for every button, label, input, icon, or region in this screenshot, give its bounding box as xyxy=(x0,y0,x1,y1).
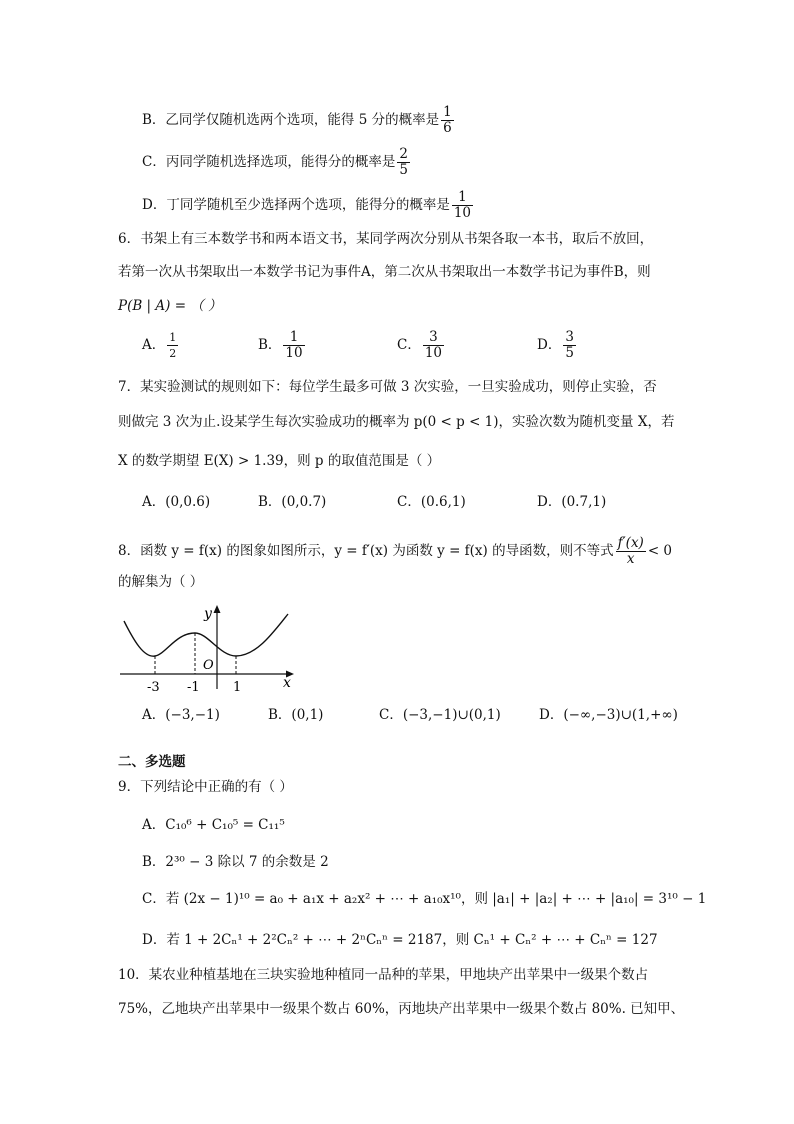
tick-label-minus1: -1 xyxy=(187,680,200,693)
y-axis-label: y xyxy=(204,606,212,622)
q5-option-b: B．乙同学仅随机选两个选项，能得 5 分的概率是 $\frac{1}{6}$ xyxy=(142,104,452,136)
q5-c-fraction: $\frac{2}{5}$ xyxy=(399,146,408,178)
q8-line2: 的解集为（ ） xyxy=(118,574,204,590)
q7-line3: X 的数学期望 E(X) > 1.39，则 p 的取值范围是（ ） xyxy=(118,453,441,469)
q8-line1: 8．函数 y = f(x) 的图象如图所示，y = f′(x) 为函数 y = f(x) 的导函数，则不等式 $\frac{f'(x)}{x}$ < 0 xyxy=(118,535,673,567)
q8-option-a: A．(−3,−1) xyxy=(142,707,220,723)
q9-stem: 9．下列结论中正确的有（ ） xyxy=(118,779,293,795)
q5-option-d: D．丁同学随机至少选择两个选项，能得分的概率是 $\frac{1}{10}$ xyxy=(142,189,472,221)
q7-line1: 7．某实验测试的规则如下：每位学生最多可做 3 次实验，一旦实验成功，则停止实验，否 xyxy=(118,379,657,395)
q5-option-c: C．丙同学随机选择选项，能得分的概率是 $\frac{2}{5}$ xyxy=(142,146,408,178)
origin-label: O xyxy=(203,658,214,673)
q7-option-a: A．(0,0.6) xyxy=(142,494,211,510)
y-axis-arrow xyxy=(214,605,221,613)
q6-line1: 6．书架上有三本数学书和两本语文书，某同学两次分别从书架各取一本书，取后不放回， xyxy=(118,231,654,247)
q9-option-d: D．若 1 + 2Cₙ¹ + 2²Cₙ² + ⋯ + 2ⁿCₙⁿ = 2187，则 Cₙ¹ + Cₙ² + ⋯ + Cₙⁿ = 127 xyxy=(142,932,658,948)
q7-line2: 则做完 3 次为止.设某学生每次实验成功的概率为 p(0 < p < 1)，实验次数为随机变量 X，若 xyxy=(118,414,675,430)
q8-option-b: B．(0,1) xyxy=(268,707,324,723)
q5-d-fraction: $\frac{1}{10}$ xyxy=(453,189,472,221)
q6-line2: 若第一次从书架取出一本数学书记为事件A，第二次从书架取出一本数学书记为事件B，则 xyxy=(118,264,651,280)
q8-option-d: D．(−∞,−3)∪(1,+∞) xyxy=(539,707,678,723)
q6-option-b: B． $\frac{1}{10}$ xyxy=(258,329,303,361)
q6-option-a: A． $\frac{1}{2}$ xyxy=(142,331,177,360)
q7-option-d: D．(0.7,1) xyxy=(537,494,607,510)
q6-line3: P(B | A) = （ ） xyxy=(118,298,222,314)
q8-function-graph xyxy=(118,603,298,693)
tick-label-minus3: -3 xyxy=(147,680,160,693)
q5-b-fraction: $\frac{1}{6}$ xyxy=(443,104,452,136)
q10-line2: 75%，乙地块产出苹果中一级果个数占 60%，丙地块产出苹果中一级果个数占 80%. 已知甲、 xyxy=(118,1001,685,1017)
q8-option-c: C．(−3,−1)∪(0,1) xyxy=(379,707,501,723)
q8-inequality-fraction: $\frac{f'(x)}{x}$ xyxy=(617,535,644,567)
q6-option-c: C． $\frac{3}{10}$ xyxy=(397,329,443,361)
x-axis-label: x xyxy=(283,675,291,691)
q7-option-c: C．(0.6,1) xyxy=(397,494,466,510)
section-title: 二、多选题 xyxy=(118,754,186,770)
q7-option-b: B．(0,0.7) xyxy=(258,494,327,510)
tick-label-1: 1 xyxy=(233,680,242,693)
q9-option-a: A．C₁₀⁶ + C₁₀⁵ = C₁₁⁵ xyxy=(142,817,285,833)
q6-option-d: D． $\frac{3}{5}$ xyxy=(537,329,574,361)
q9-option-c: C．若 (2x − 1)¹⁰ = a₀ + a₁x + a₂x² + ⋯ + a₁₀x¹⁰，则 |a₁| + |a₂| + ⋯ + |a₁₀| = 3¹⁰ − 1 xyxy=(142,891,707,907)
q9-option-b: B．2³⁰ − 3 除以 7 的余数是 2 xyxy=(142,854,329,870)
q10-line1: 10．某农业种植基地在三块实验地种植同一品种的苹果，甲地块产出苹果中一级果个数占 xyxy=(118,967,649,983)
